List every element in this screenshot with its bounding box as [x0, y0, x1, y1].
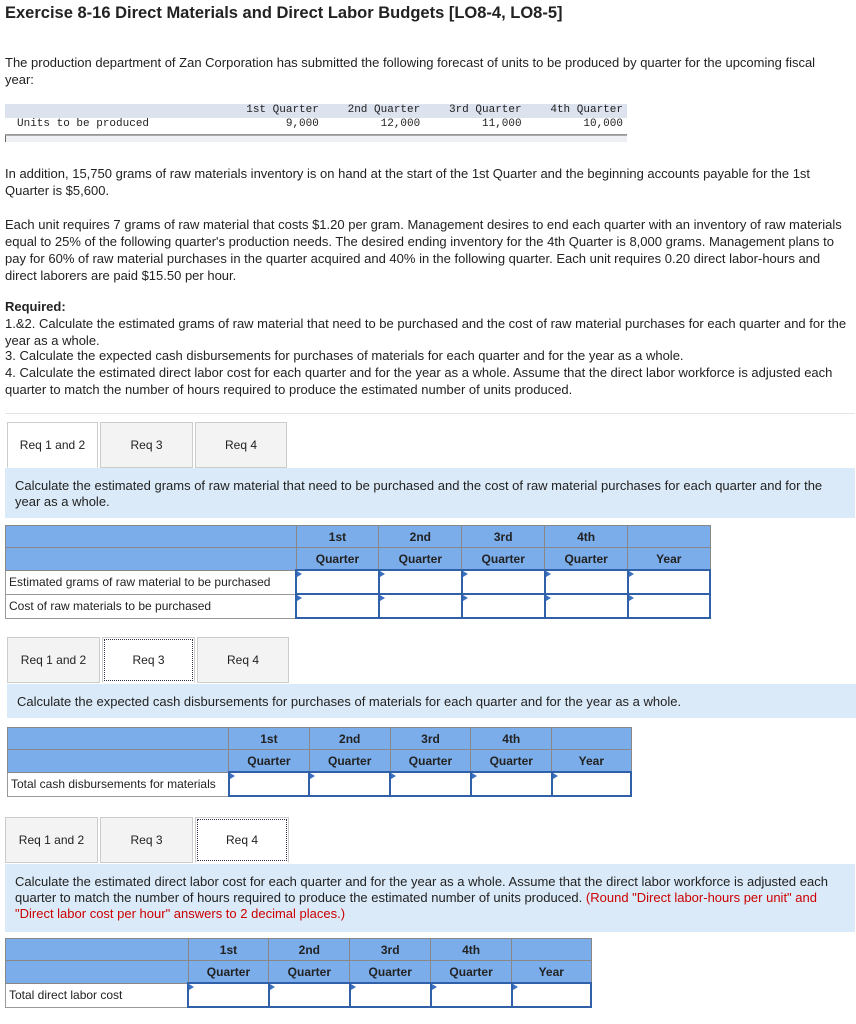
row-label: Cost of raw materials to be purchased	[6, 594, 297, 618]
col-header: Quarter	[229, 750, 310, 773]
col-header: Year	[628, 548, 710, 571]
col-header	[628, 526, 710, 548]
tab-req-3[interactable]: Req 3	[100, 422, 193, 468]
col-header: 1st	[296, 526, 379, 548]
tab-req-1-2[interactable]: Req 1 and 2	[7, 422, 98, 468]
col-header: 3rd	[350, 939, 431, 961]
input-q1[interactable]	[188, 983, 269, 1007]
col-header: Quarter	[188, 961, 269, 984]
row-label: Total cash disbursements for materials	[8, 772, 229, 796]
input-q1[interactable]	[296, 570, 379, 594]
input-q4[interactable]	[431, 983, 512, 1007]
col-header: 4th Quarter	[550, 104, 623, 116]
col-header: Quarter	[309, 750, 390, 773]
input-q2[interactable]	[269, 983, 350, 1007]
inventory-text: In addition, 15,750 grams of raw materials inventory is on hand at the start of the 1st Quarter and the beginning accounts payable for the 1st Quarter is $5,600.	[5, 166, 811, 198]
input-q4[interactable]	[545, 570, 628, 594]
col-header: 2nd Quarter	[347, 104, 421, 116]
col-header: Quarter	[350, 961, 431, 984]
col-header: Year	[552, 750, 631, 773]
table-row	[6, 983, 592, 1007]
materials-purchases-table	[5, 525, 711, 619]
tab-req-4[interactable]: Req 4	[197, 637, 289, 683]
col-header: 2nd	[269, 939, 350, 961]
required-1-2: 1.&2. Calculate the estimated grams of raw material that need to be purchased and the cost of raw material purchases for each quarter and for the year as a whole.	[5, 316, 847, 348]
col-header: 3rd	[390, 728, 471, 750]
input-q3[interactable]	[462, 570, 545, 594]
input-q1[interactable]	[296, 594, 379, 618]
col-header: Quarter	[545, 548, 628, 571]
table-row	[6, 570, 711, 594]
required-3: 3. Calculate the expected cash disbursements for purchases of materials for each quarter and for the year as a whole.	[5, 348, 684, 363]
cell: 10,000	[583, 118, 623, 130]
col-header: Quarter	[296, 548, 379, 571]
row-label: Units to be produced	[17, 118, 150, 130]
input-q3[interactable]	[390, 772, 471, 796]
col-header: 1st Quarter	[246, 104, 319, 116]
col-header: Year	[512, 961, 591, 984]
input-year[interactable]	[628, 570, 710, 594]
table-row	[8, 772, 632, 796]
tab-bar	[7, 637, 291, 683]
input-q3[interactable]	[350, 983, 431, 1007]
required-label: Required:	[5, 299, 66, 314]
page-title: Exercise 8-16 Direct Materials and Direct Labor Budgets [LO8-4, LO8-5]	[5, 4, 563, 22]
input-q4[interactable]	[471, 772, 552, 796]
tab-req-3[interactable]: Req 3	[102, 637, 195, 683]
direct-labor-table	[5, 938, 592, 1008]
assumptions-text: Each unit requires 7 grams of raw material that costs $1.20 per gram. Management desires to end each quarter with an inventory of raw materials equal to 25% of the following quarter's production needs. The desired ending inventory for the 4th Quarter is 8,000 grams. Management plans to pay for 60% of raw material purchases in the quarter acquired and 40% in the following quarter. Each unit requires 0.20 direct labor-hours and direct laborers are paid $15.50 per hour.	[5, 217, 842, 283]
col-header: 4th	[471, 728, 552, 750]
col-header: 1st	[229, 728, 310, 750]
col-header: Quarter	[269, 961, 350, 984]
col-header: 3rd	[462, 526, 545, 548]
tab-bar	[5, 817, 291, 863]
input-year[interactable]	[552, 772, 631, 796]
col-header: Quarter	[431, 961, 512, 984]
cell: 9,000	[285, 118, 319, 130]
intro-text: The production department of Zan Corporation has submitted the following forecast of units to be produced by quarter for the upcoming fiscal year:	[5, 55, 816, 87]
input-q3[interactable]	[462, 594, 545, 618]
col-header: Quarter	[462, 548, 545, 571]
instruction-box: Calculate the estimated grams of raw material that need to be purchased and the cost of raw material purchases for each quarter and for the year as a whole.	[5, 468, 855, 518]
col-header: 3rd Quarter	[448, 104, 522, 116]
input-q2[interactable]	[379, 570, 462, 594]
col-header: 4th	[545, 526, 628, 548]
tab-req-4[interactable]: Req 4	[195, 422, 287, 468]
col-header: Quarter	[379, 548, 462, 571]
col-header: 4th	[431, 939, 512, 961]
row-label: Total direct labor cost	[6, 983, 189, 1007]
col-header	[512, 939, 591, 961]
input-year[interactable]	[628, 594, 710, 618]
input-q1[interactable]	[229, 772, 310, 796]
rounding-note: (Round "Direct labor-hours per unit" and "Direct labor cost per hour" answers to 2 decimal places.)	[15, 890, 817, 921]
input-year[interactable]	[512, 983, 591, 1007]
tab-req-1-2[interactable]: Req 1 and 2	[7, 637, 100, 683]
tab-req-3[interactable]: Req 3	[100, 817, 193, 863]
col-header: Quarter	[471, 750, 552, 773]
cell: 11,000	[482, 118, 522, 130]
col-header: 1st	[188, 939, 269, 961]
input-q2[interactable]	[379, 594, 462, 618]
tab-req-1-2[interactable]: Req 1 and 2	[5, 817, 98, 863]
input-q4[interactable]	[545, 594, 628, 618]
instruction-box: Calculate the expected cash disbursements for purchases of materials for each quarter and for the year as a whole.	[7, 684, 856, 718]
col-header: 2nd	[309, 728, 390, 750]
table-row	[6, 594, 711, 618]
tab-bar	[7, 422, 289, 468]
instruction-box	[5, 864, 855, 932]
col-header: Quarter	[390, 750, 471, 773]
required-4: 4. Calculate the estimated direct labor cost for each quarter and for the year as a whole. Assume that the direct labor workforce is adjusted each quarter to match the number of hours required to produce the estimated number of units produced.	[5, 365, 833, 397]
col-header: 2nd	[379, 526, 462, 548]
units-table	[5, 104, 627, 142]
input-q2[interactable]	[309, 772, 390, 796]
instruction-text: Calculate the estimated direct labor cost for each quarter and for the year as a whole. Assume that the direct labor workforce is adjusted each quarter to match the number of hours required to produce the estimated number of units produced.	[15, 874, 828, 905]
col-header	[552, 728, 631, 750]
row-label: Estimated grams of raw material to be purchased	[6, 570, 297, 594]
cash-disbursements-table	[7, 727, 632, 797]
cell: 12,000	[380, 118, 421, 130]
tab-req-4[interactable]: Req 4	[195, 817, 289, 863]
